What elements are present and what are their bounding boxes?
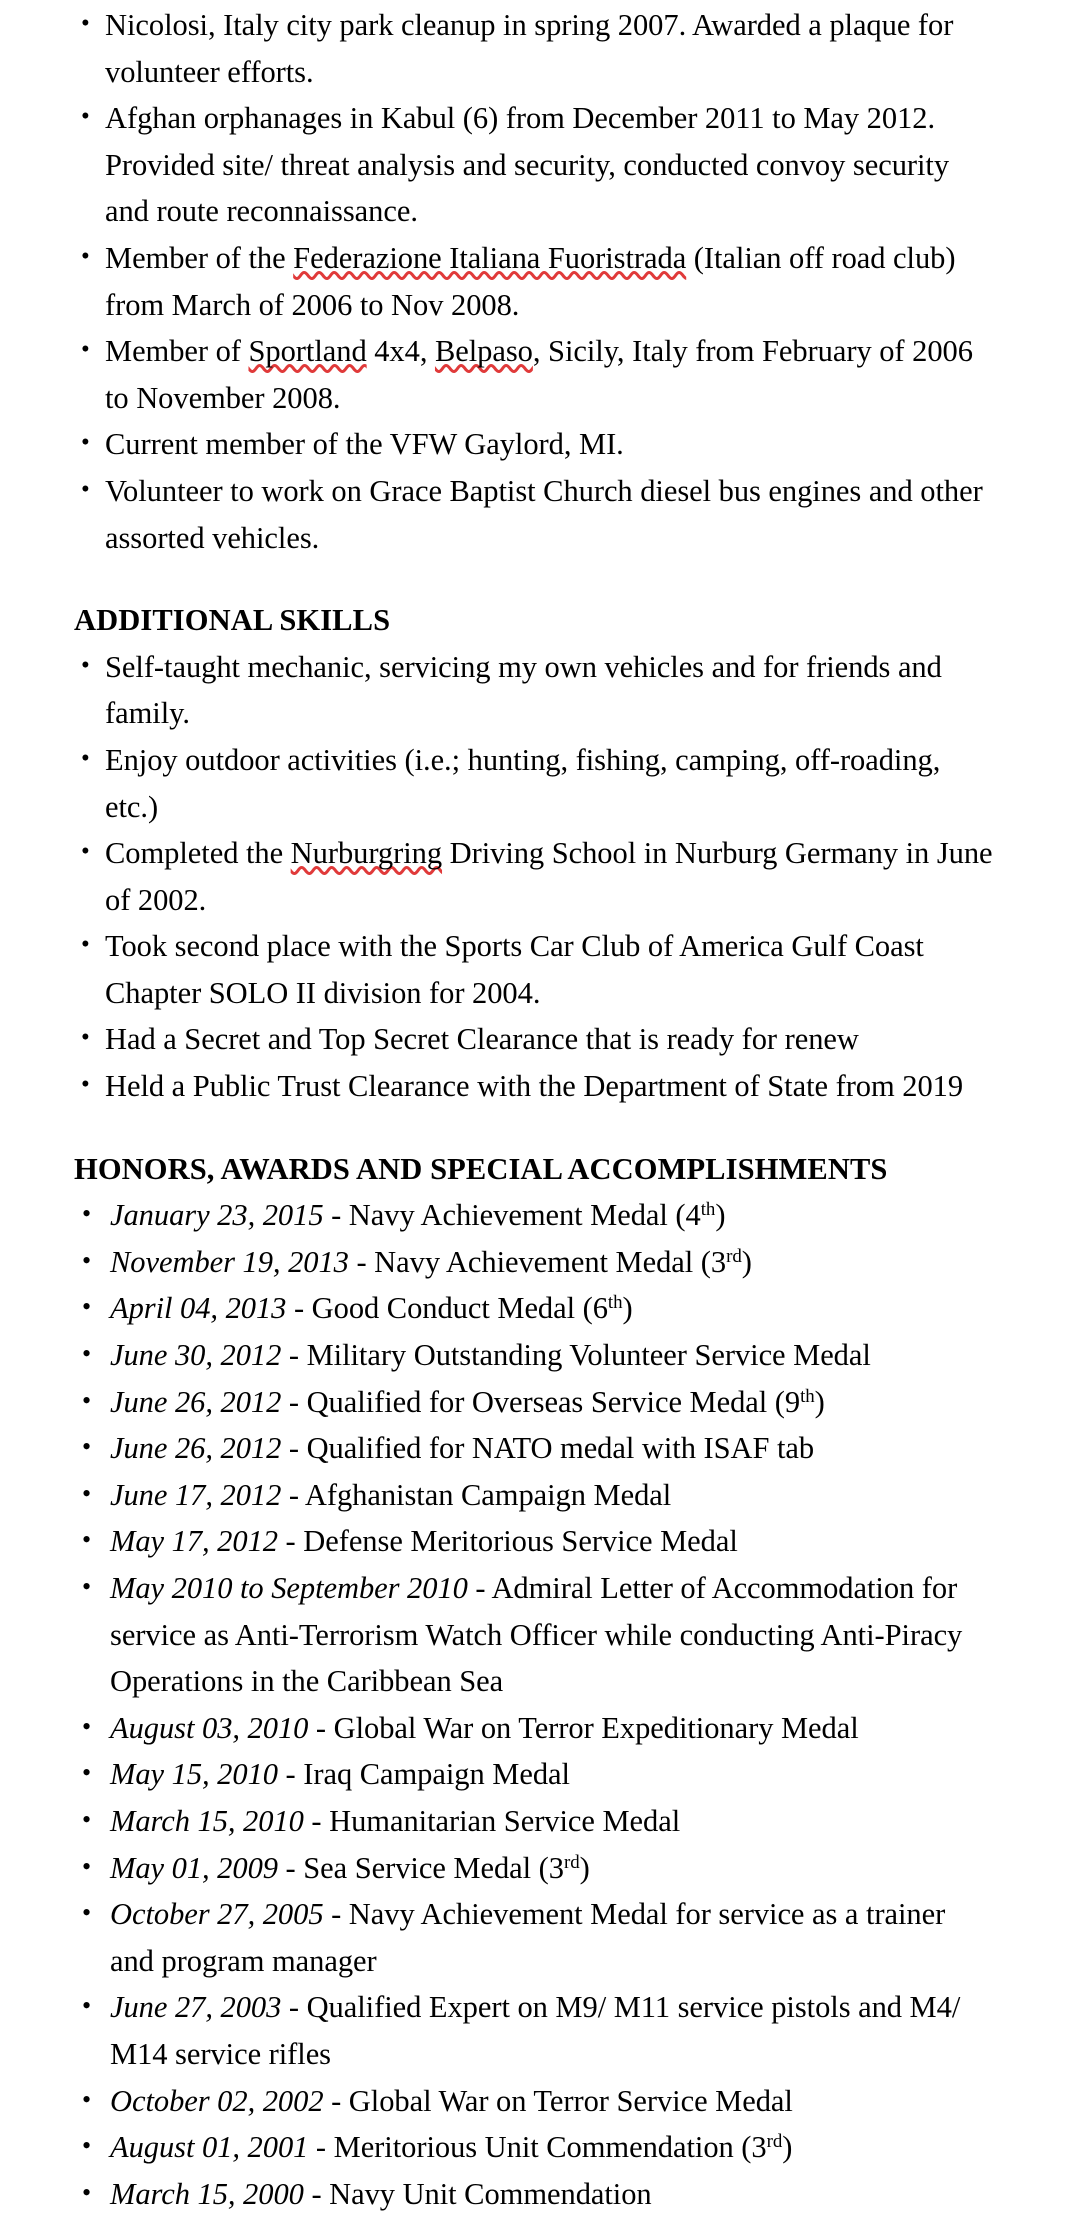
separator: - xyxy=(281,1431,307,1466)
list-item xyxy=(74,1472,994,1519)
list-item xyxy=(74,2124,994,2171)
bullet-text: Held a Public Trust Clearance with the Department of State from 2019 xyxy=(105,1069,964,1104)
list-item xyxy=(74,1798,994,1845)
list-item xyxy=(74,1845,994,1892)
award-date: June 30, 2012 xyxy=(110,1338,282,1373)
award-description: Military Outstanding Volunteer Service Medal xyxy=(306,1338,871,1373)
separator: - xyxy=(311,2176,330,2211)
award-date: June 27, 2003 xyxy=(110,1990,282,2025)
spellcheck-underlined-text: Nurburgring xyxy=(290,836,443,871)
list-item xyxy=(74,2,994,95)
award-description: Admiral Letter of Accommodation for service as Anti-Terrorism Watch Officer while conducting Anti-Piracy Operations in the Caribbean Sea xyxy=(110,1571,963,1699)
list-item xyxy=(74,737,994,830)
list-item xyxy=(74,1565,994,1705)
award-description: Global War on Terror Service Medal xyxy=(348,2083,793,2118)
separator: - xyxy=(277,1524,304,1559)
award-date: May 01, 2009 xyxy=(110,1850,278,1885)
award-date: April 04, 2013 xyxy=(110,1291,287,1326)
award-date: October 02, 2002 xyxy=(110,2083,324,2118)
award-description: Qualified for Overseas Service Medal (9 xyxy=(306,1384,801,1419)
list-item xyxy=(74,1332,994,1379)
bullet-text: Current member of the VFW Gaylord, MI. xyxy=(105,427,624,462)
list-item xyxy=(74,1285,994,1332)
award-description: Navy Achievement Medal for service as a trainer and program manager xyxy=(110,1897,946,1978)
separator: - xyxy=(323,1897,349,1932)
section-spacer xyxy=(74,561,994,597)
ordinal-suffix: th xyxy=(800,1385,815,1407)
award-description-tail: ) xyxy=(782,2130,793,2165)
award-date: October 27, 2005 xyxy=(110,1897,324,1932)
award-description: Defense Meritorious Service Medal xyxy=(303,1524,738,1559)
award-description: Qualified for NATO medal with ISAF tab xyxy=(306,1431,815,1466)
award-date: May 2010 to September 2010 xyxy=(110,1571,468,1605)
award-description-tail: ) xyxy=(814,1384,825,1419)
ordinal-suffix: rd xyxy=(726,1246,742,1268)
bullet-text: 4x4, xyxy=(366,334,435,369)
separator: - xyxy=(281,1990,307,2025)
ordinal-suffix: rd xyxy=(563,1851,580,1873)
bullet-text: , Sicily, Italy from February of 2006 to November 2008. xyxy=(105,334,973,415)
document-body xyxy=(74,2,994,2217)
separator: - xyxy=(286,1291,312,1326)
list-item xyxy=(74,468,994,561)
award-date: January 23, 2015 xyxy=(110,1198,324,1233)
ordinal-suffix: th xyxy=(607,1292,623,1314)
separator: - xyxy=(308,1710,334,1745)
award-description-tail: ) xyxy=(579,1850,590,1885)
separator: - xyxy=(323,1198,349,1233)
separator: - xyxy=(281,1477,305,1512)
bullet-text: Enjoy outdoor activities (i.e.; hunting, fishing, camping, off-roading, etc.) xyxy=(105,742,941,824)
bullet-text: Driving School in Nurburg Germany in June of 2002. xyxy=(105,836,993,917)
additional-skills-heading: ADDITIONAL SKILLS xyxy=(74,603,391,638)
separator: - xyxy=(303,1803,330,1838)
list-item xyxy=(74,1192,994,1239)
award-description: Afghanistan Campaign Medal xyxy=(304,1477,672,1512)
spellcheck-underlined-text: Federazione Italiana Fuoristrada xyxy=(293,240,687,275)
award-description: Navy Achievement Medal (4 xyxy=(348,1198,701,1233)
bullet-text: Afghan orphanages in Kabul (6) from December 2011 to May 2012. Provided site/ threat analysis and security, conducted convoy security and route reconnaissance. xyxy=(105,101,950,229)
list-item xyxy=(74,644,994,737)
list-item xyxy=(74,1891,994,1984)
bullet-text: Self-taught mechanic, servicing my own vehicles and for friends and family. xyxy=(105,649,942,731)
award-description: Navy Unit Commendation xyxy=(329,2176,652,2211)
additional-skills-list xyxy=(74,644,994,1110)
list-item xyxy=(74,2078,994,2125)
award-description: Qualified Expert on M9/ M11 service pistols and M4/ M14 service rifles xyxy=(110,1990,961,2071)
award-description: Sea Service Medal (3 xyxy=(303,1850,564,1885)
separator: - xyxy=(308,2130,334,2165)
volunteer-activities-list xyxy=(74,2,994,561)
award-description: Humanitarian Service Medal xyxy=(329,1803,681,1838)
bullet-text: (Italian off road club) from March of 2006 to Nov 2008. xyxy=(105,240,956,322)
award-description: Global War on Terror Expeditionary Medal xyxy=(333,1710,859,1745)
separator: - xyxy=(277,1757,304,1792)
award-date: March 15, 2010 xyxy=(110,1803,304,1838)
award-date: August 03, 2010 xyxy=(110,1710,309,1745)
award-description-tail: ) xyxy=(715,1198,726,1233)
award-description-tail: ) xyxy=(622,1291,633,1326)
separator: - xyxy=(281,1338,307,1373)
list-item xyxy=(74,95,994,235)
bullet-text: Volunteer to work on Grace Baptist Church diesel bus engines and other assorted vehicles. xyxy=(105,473,983,555)
award-date: March 15, 2000 xyxy=(110,2176,312,2211)
ordinal-suffix: rd xyxy=(766,2131,783,2153)
honors-awards-list xyxy=(74,1192,994,2217)
spellcheck-underlined-text: Belpaso xyxy=(434,334,533,369)
award-description: Iraq Campaign Medal xyxy=(303,1757,570,1792)
bullet-text: Took second place with the Sports Car Club of America Gulf Coast Chapter SOLO II division for 2004. xyxy=(105,929,924,1010)
list-item xyxy=(74,421,994,468)
award-description-tail: ) xyxy=(741,1244,752,1279)
list-item xyxy=(74,1751,994,1798)
bullet-text: Member of xyxy=(105,334,249,369)
list-item xyxy=(74,1239,994,1286)
award-date: June 26, 2012 xyxy=(110,1384,282,1419)
separator: - xyxy=(277,1850,304,1885)
list-item xyxy=(74,1705,994,1752)
section-spacer xyxy=(74,1110,994,1146)
award-date: June 17, 2012 xyxy=(110,1477,282,1512)
bullet-text: Member of the xyxy=(105,240,294,275)
list-item xyxy=(74,1518,994,1565)
honors-heading: HONORS, AWARDS AND SPECIAL ACCOMPLISHMENTS xyxy=(74,1151,888,1186)
separator: - xyxy=(467,1571,492,1605)
list-item xyxy=(74,1379,994,1426)
list-item xyxy=(74,235,994,328)
bullet-text: Nicolosi, Italy city park cleanup in spring 2007. Awarded a plaque for volunteer efforts. xyxy=(105,8,954,89)
spellcheck-underlined-text: Sportland xyxy=(248,334,367,369)
list-item xyxy=(74,923,994,1016)
list-item xyxy=(74,1425,994,1472)
award-description: Good Conduct Medal (6 xyxy=(311,1291,608,1326)
list-item xyxy=(74,1016,994,1063)
list-item xyxy=(74,830,994,923)
list-item xyxy=(74,1063,994,1110)
ordinal-suffix: th xyxy=(700,1199,716,1221)
award-date: May 17, 2012 xyxy=(110,1524,278,1559)
separator: - xyxy=(348,1244,375,1279)
separator: - xyxy=(281,1384,307,1419)
award-date: June 26, 2012 xyxy=(110,1431,282,1466)
award-description: Meritorious Unit Commendation (3 xyxy=(333,2130,767,2165)
list-item xyxy=(74,1984,994,2077)
award-date: November 19, 2013 xyxy=(110,1244,349,1279)
separator: - xyxy=(323,2083,349,2118)
award-date: May 15, 2010 xyxy=(110,1757,278,1792)
award-date: August 01, 2001 xyxy=(110,2130,309,2165)
bullet-text: Completed the xyxy=(105,836,291,871)
bullet-text: Had a Secret and Top Secret Clearance that is ready for renew xyxy=(105,1022,859,1057)
list-item xyxy=(74,2171,994,2217)
list-item xyxy=(74,328,994,421)
award-description: Navy Achievement Medal (3 xyxy=(374,1244,727,1279)
